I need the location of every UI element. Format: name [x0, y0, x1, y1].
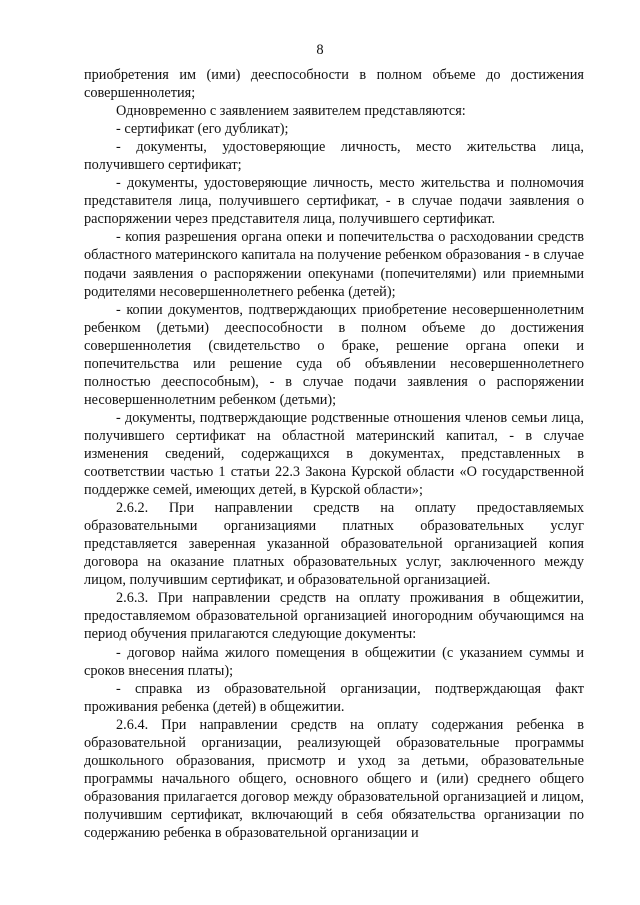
paragraph-9: 2.6.2. При направлении средств на оплату предоставляемых образовательными организациями платных образовательных услуг представляется заверенная указанной образовательной организацией копия договора на оказание платных образовательных услуг, заключенного между лицом, получившим сертификат, и образовательной организацией. — [84, 500, 584, 589]
page-content — [84, 66, 584, 842]
paragraph-7: - копии документов, подтверждающих приобретение несовершеннолетним ребенком (детьми) дееспособности в полном объеме до достижения совершеннолетия (свидетельство о браке, решение органа опеки и попечительства или решение суда об объявлении несовершеннолетнего полностью дееспособным), - в случае подачи заявления о распоряжении несовершеннолетним ребенком (детьми); — [84, 301, 584, 408]
paragraph-12: - справка из образовательной организации, подтверждающая факт проживания ребенка (детей) в общежитии. — [84, 680, 584, 715]
paragraph-5: - документы, удостоверяющие личность, место жительства и полномочия представителя лица, получившего сертификат, - в случае подачи заявления о распоряжении через представителя лица, получившего сертификат. — [84, 175, 584, 228]
paragraph-11: - договор найма жилого помещения в общежитии (с указанием суммы и сроков внесения платы); — [84, 644, 584, 679]
paragraph-8: - документы, подтверждающие родственные отношения членов семьи лица, получившего сертификат на областной материнский капитал, - в случае изменения сведений, содержащихся в документах, представленных в соответствии частью 1 статьи 22.3 Закона Курской области «О государственной поддержке семей, имеющих детей, в Курской области»; — [84, 409, 584, 499]
paragraph-4: - документы, удостоверяющие личность, место жительства лица, получившего сертификат; — [84, 139, 584, 174]
paragraph-3: - сертификат (его дубликат); — [116, 121, 289, 138]
paragraph-6: - копия разрешения органа опеки и попечительства о расходовании средств областного материнского капитала на получение ребенком образования - в случае подачи заявления о распоряжении опекунами (попечителями) или приемными родителями несовершеннолетнего ребенка (детей); — [84, 229, 584, 300]
page-number: 8 — [316, 42, 324, 58]
paragraph-2: Одновременно с заявлением заявителем представляются: — [116, 103, 466, 120]
paragraph-13: 2.6.4. При направлении средств на оплату содержания ребенка в образовательной организации, реализующей образовательные программы дошкольного образования, присмотр и уход за детьми, образовательные программы начального общего, основного общего и (или) среднего общего образования прилагается договор между образовательной организацией и лицом, получившим сертификат, включающий в себя обязательства организации по содержанию ребенка в образовательной организации и — [84, 716, 584, 841]
paragraph-1: приобретения им (ими) дееспособности в полном объеме до достижения совершеннолетия; — [84, 67, 584, 102]
paragraph-10: 2.6.3. При направлении средств на оплату проживания в общежитии, предоставляемом образовательной организацией иногородним обучающимся на период обучения прилагаются следующие документы: — [84, 590, 584, 643]
